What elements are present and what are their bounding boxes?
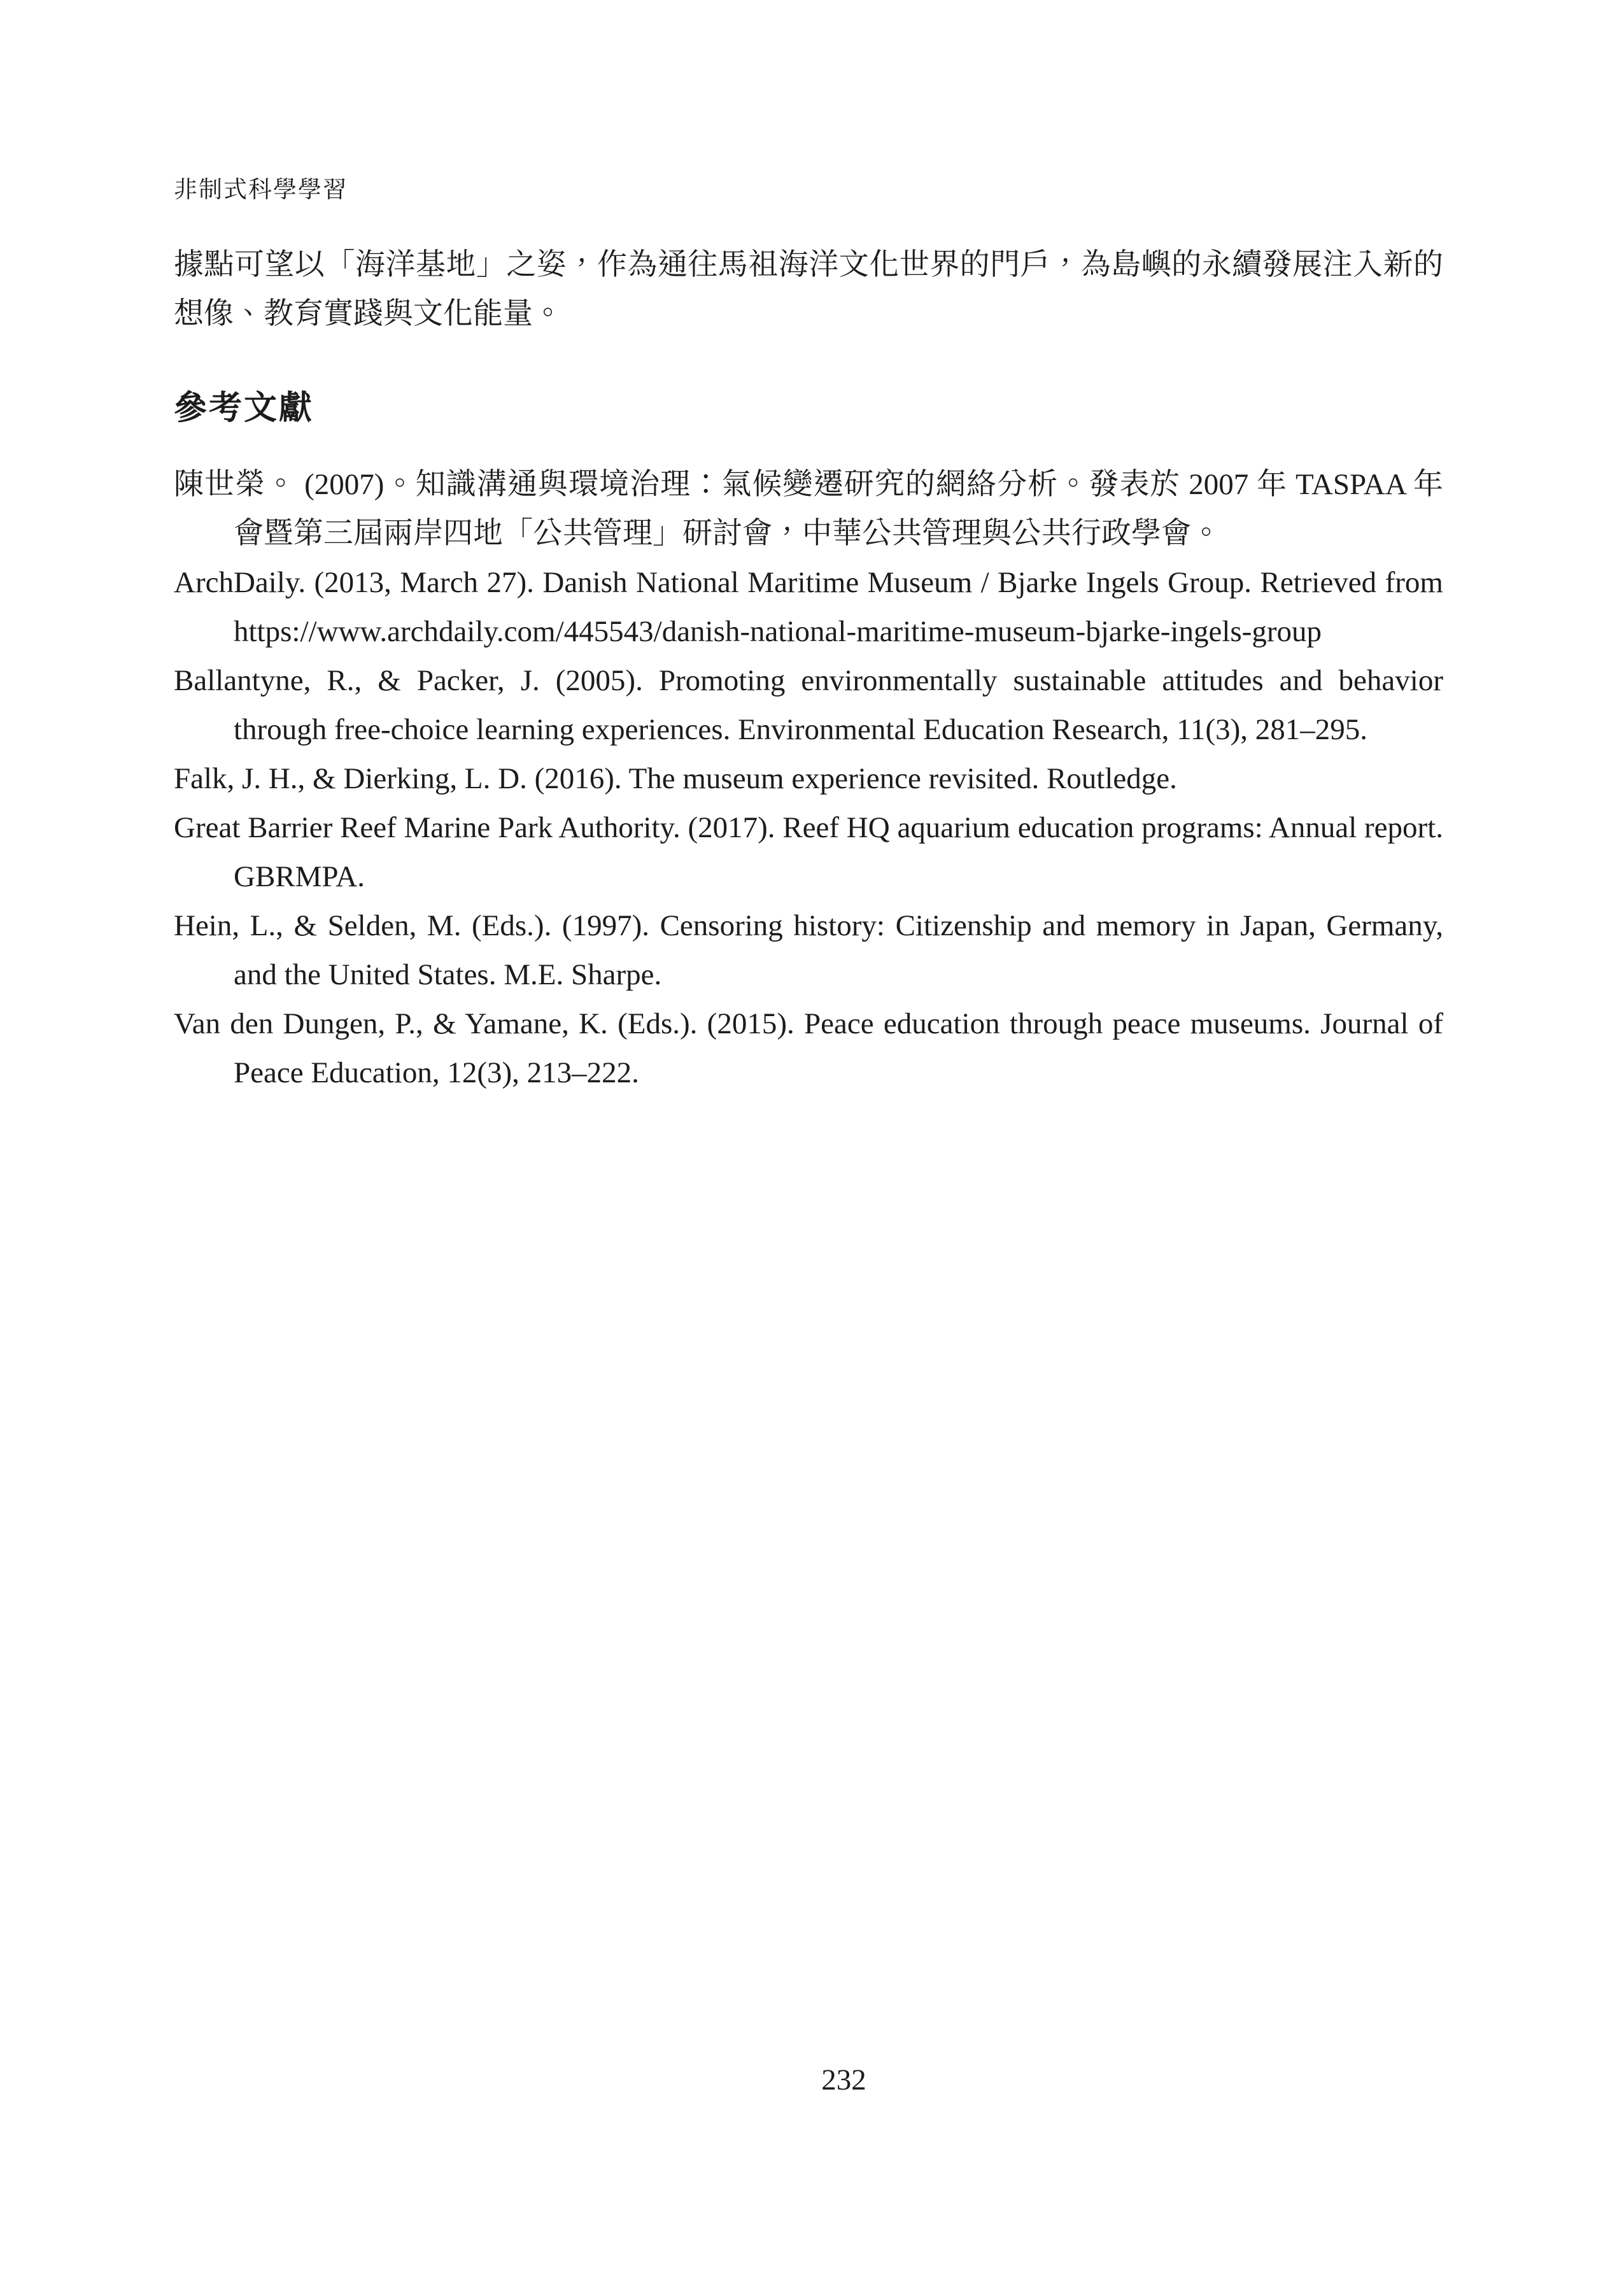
reference-entry: Great Barrier Reef Marine Park Authority. (2017). Reef HQ aquarium education programs: Annual report. GBRMPA.	[174, 811, 1443, 894]
reference-entry: Ballantyne, R., & Packer, J. (2005). Promoting environmentally sustainable attitudes and behavior through free-choice learning experiences. Environmental Education Research, 11(3), 281–295.	[174, 664, 1443, 747]
reference-entry: ArchDaily. (2013, March 27). Danish National Maritime Museum / Bjarke Ingels Group. Retrieved from https://www.archdaily.com/445543/danish-national-maritime-museum-bjarke-ingels-group	[174, 566, 1443, 649]
reference-entry: Van den Dungen, P., & Yamane, K. (Eds.). (2015). Peace education through peace museums. Journal of Peace Education, 12(3), 213–222.	[174, 1007, 1443, 1090]
page-number: 232	[821, 2063, 866, 2097]
reference-entry: 陳世榮。 (2007)。知識溝通與環境治理：氣候變遷研究的網絡分析。發表於 2007 年 TASPAA 年會暨第三屆兩岸四地「公共管理」研討會，中華公共管理與公共行政學會。	[174, 468, 1443, 551]
intro-paragraph: 據點可望以「海洋基地」之姿，作為通往馬祖海洋文化世界的門戶，為島嶼的永續發展注入新的想像、教育實踐與文化能量。	[174, 248, 1443, 330]
references-heading: 參考文獻	[174, 390, 314, 427]
reference-entry: Hein, L., & Selden, M. (Eds.). (1997). Censoring history: Citizenship and memory in Japan, Germany, and the United States. M.E. Sharpe.	[174, 909, 1443, 992]
reference-list	[174, 460, 1443, 1098]
running-head: 非制式科學學習	[174, 177, 348, 203]
reference-entry: Falk, J. H., & Dierking, L. D. (2016). The museum experience revisited. Routledge.	[174, 762, 1177, 796]
